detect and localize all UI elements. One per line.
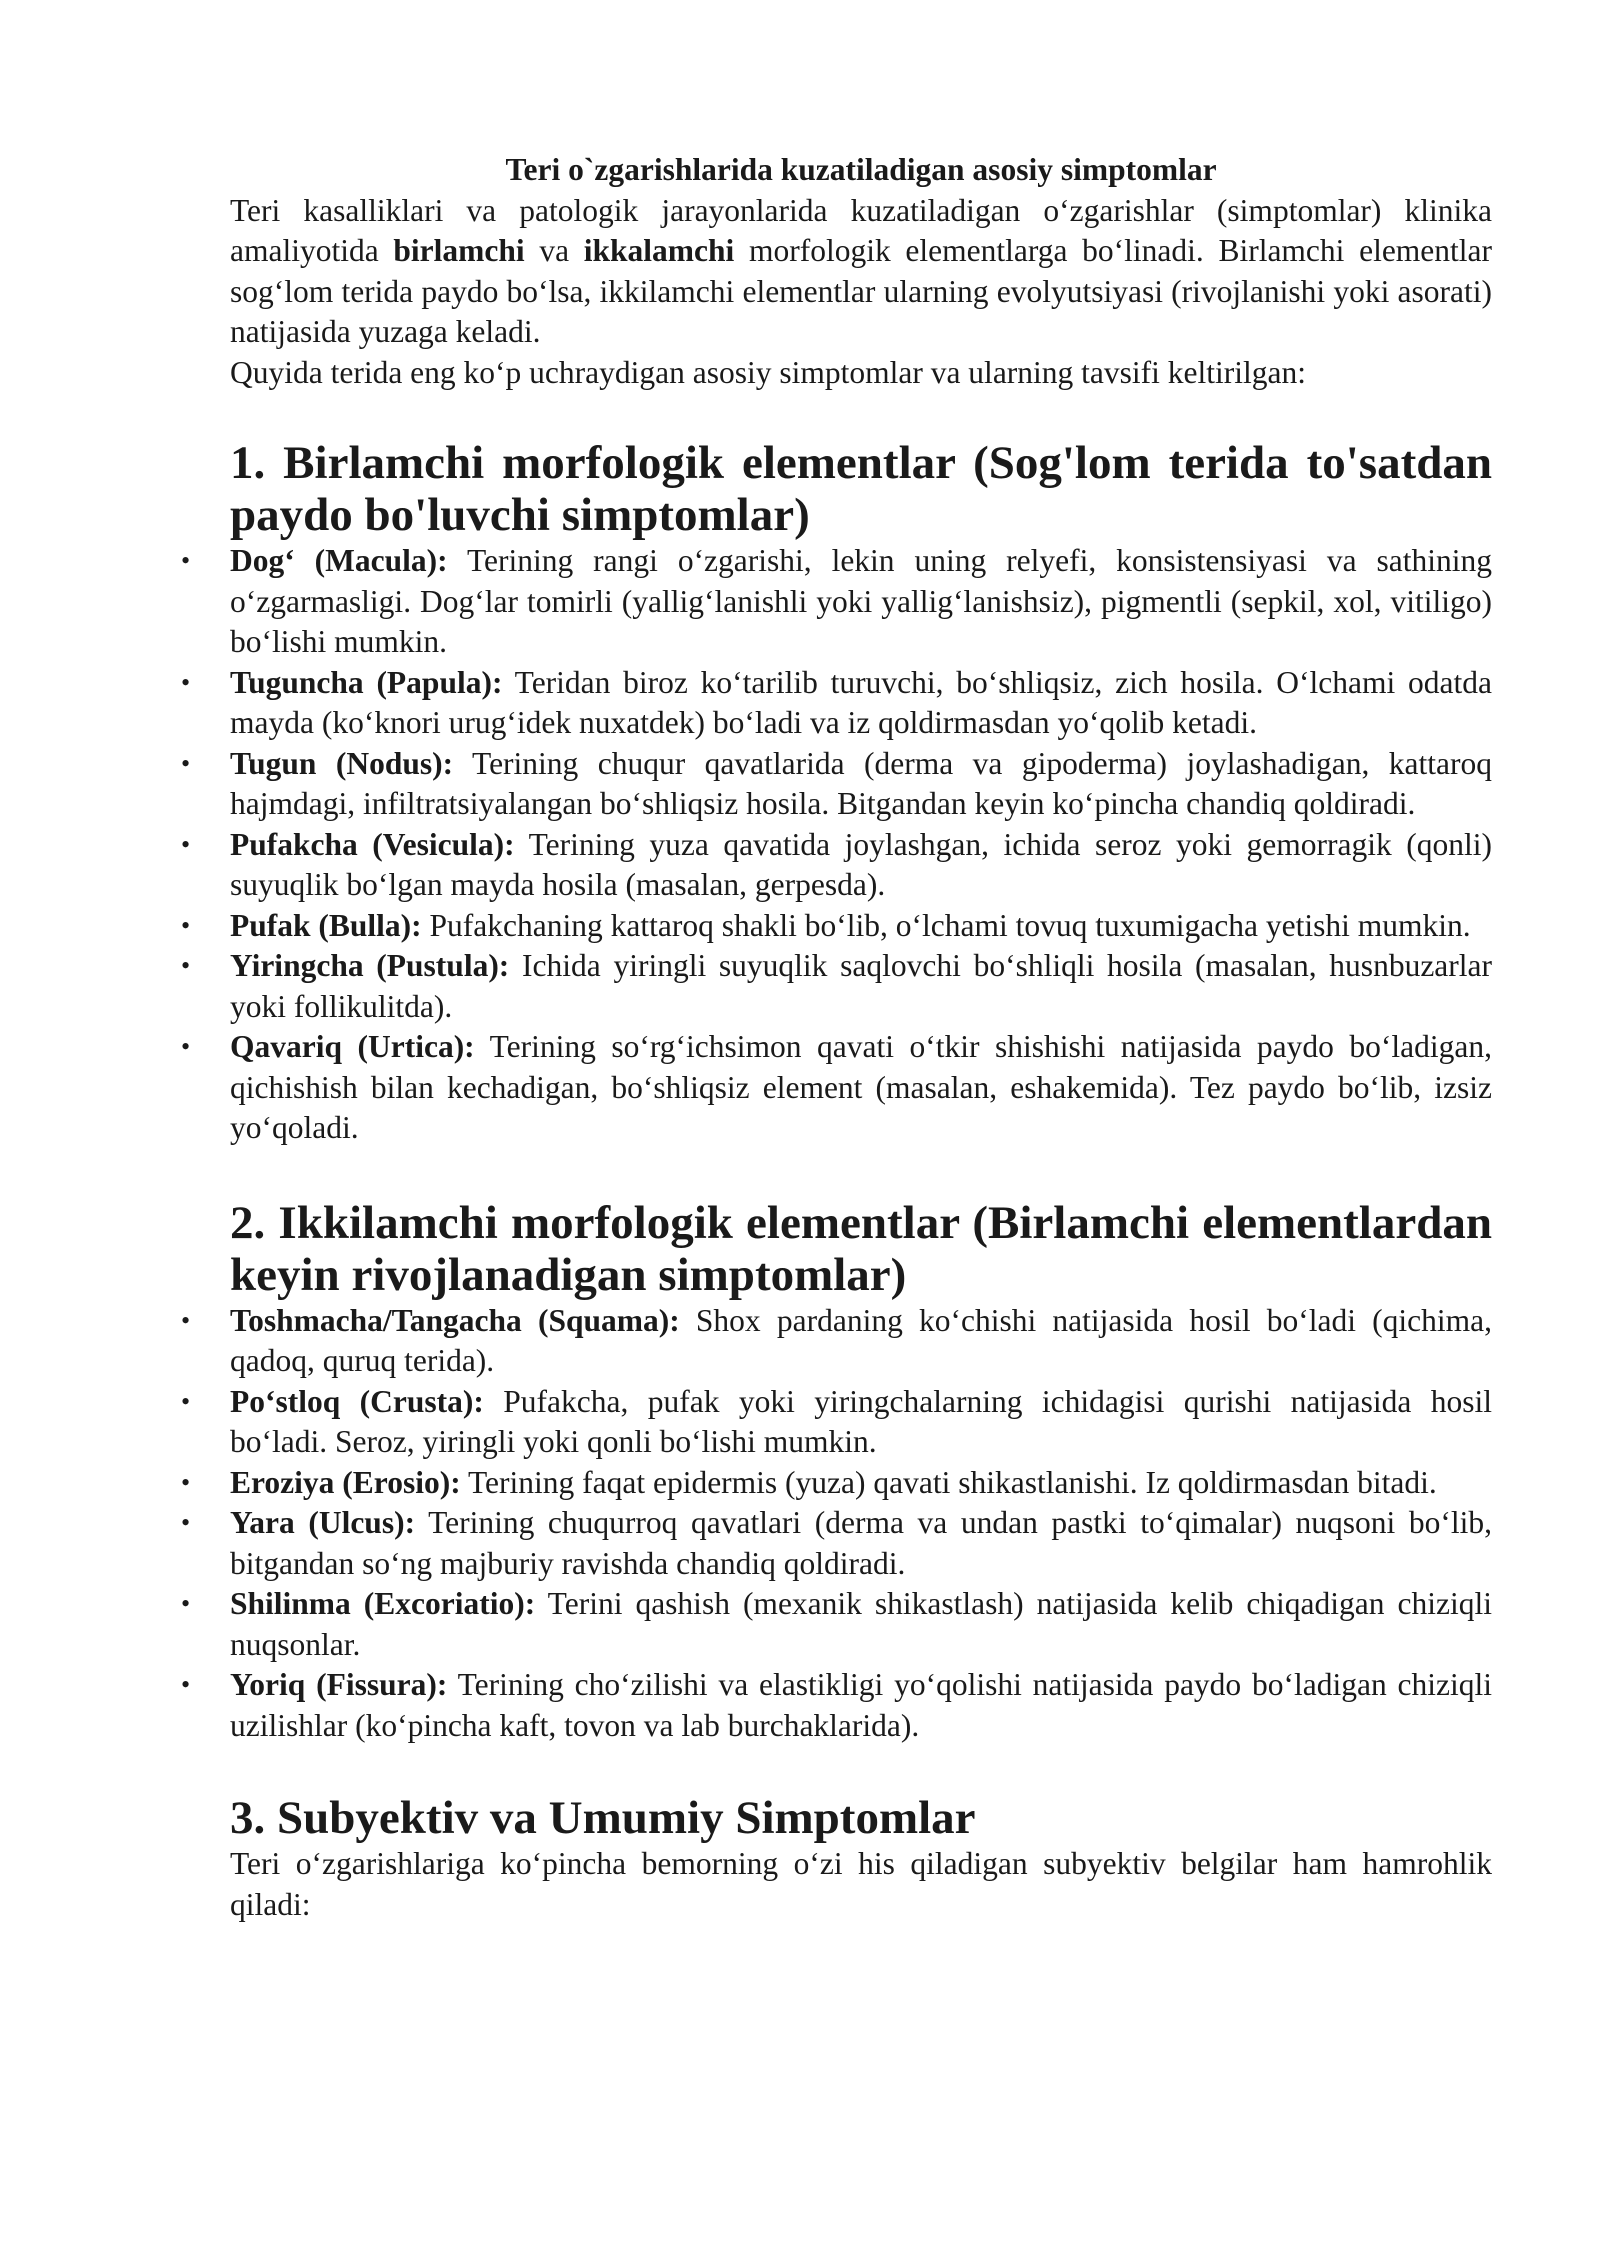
bullet-icon: • <box>181 1670 191 1699</box>
list-item <box>181 663 1492 744</box>
item-term: Qavariq (Urtica): <box>230 1029 475 1064</box>
document-page <box>181 150 1493 1925</box>
bullet-icon: • <box>181 1508 191 1537</box>
document-title: Teri o`zgarishlarida kuzatiladigan asosiy simptomlar <box>505 152 1217 187</box>
item-term: Toshmacha/Tangacha (Squama): <box>230 1302 680 1338</box>
list-item <box>181 1301 1493 1382</box>
bullet-icon: • <box>181 1589 191 1618</box>
item-text: Pufakchaning kattaroq shakli bo‘lib, o‘lchami tovuq tuxumigacha yetishi mumkin. <box>421 907 1471 943</box>
item-text: Teridan biroz ko‘tarilib turuvchi, bo‘shliqsiz, zich hosila. O‘lchami odatda mayda (ko‘knori urug‘idek nuxatdek) bo‘ladi va iz qoldirmasdan yo‘qolib ketadi. <box>230 664 1492 740</box>
item-text: Terining chuqurroq qavatlari (derma va undan pastki to‘qimalar) nuqsoni bo‘lib, bitgandan so‘ng majburiy ravishda chandiq qoldiradi. <box>230 1505 1493 1581</box>
item-term: Pufakcha (Vesicula): <box>230 826 515 862</box>
list-item <box>181 541 1492 663</box>
intro-text-d: morfologik elementlarga bo‘linadi. Birlamchi elementlar sog‘lom terida paydo bo‘lsa, ikkilamchi elementlar ularning evolyutsiyasi (rivojlanishi yoki asorati) natijasida yuzaga keladi. <box>230 233 1493 349</box>
list-item <box>181 1382 1492 1463</box>
item-term: Yiringcha (Pustula): <box>230 948 510 983</box>
list-item <box>181 906 1492 947</box>
intro-paragraph-2: Quyida terida eng ko‘p uchraydigan asosiy simptomlar va ularning tavsifi keltirilgan: <box>230 354 1306 390</box>
intro-bold-secondary: ikkalamchi <box>583 233 735 268</box>
item-term: Dog‘ (Macula): <box>230 543 448 578</box>
bullet-icon: • <box>181 546 191 575</box>
item-term: Tuguncha (Papula): <box>230 664 503 700</box>
item-text: Terini qashish (mexanik shikastlash) natijasida kelib chiqadigan chiziqli nuqsonlar. <box>230 1586 1492 1662</box>
section-1-heading: 1. Birlamchi morfologik elementlar (Sog'lom terida to'satdan paydo bo'luvchi simptomlar) <box>230 437 1492 541</box>
list-item <box>181 1665 1492 1746</box>
bullet-icon: • <box>181 667 191 697</box>
bullet-icon: • <box>181 1386 191 1416</box>
section-2-heading: 2. Ikkilamchi morfologik elementlar (Birlamchi elementlardan keyin rivojlanadigan simptomlar) <box>230 1196 1492 1301</box>
bullet-icon: • <box>181 951 191 980</box>
item-text: Terining rangi o‘zgarishi, lekin uning relyefi, konsistensiyasi va sathining o‘zgarmasligi. Dog‘lar tomirli (yallig‘lanishli yoki yallig‘lanishsiz), pigmentli (sepkil, xol, vitiligo) bo‘lishi mumkin. <box>230 543 1492 659</box>
item-text: Pufakcha, pufak yoki yiringchalarning ichidagisi qurishi natijasida hosil bo‘ladi. Seroz, yiringli yoki qonli bo‘lishi mumkin. <box>230 1383 1492 1459</box>
item-text: Ichida yiringli suyuqlik saqlovchi bo‘shliqli hosila (masalan, husnbuzarlar yoki follikulitda). <box>230 948 1492 1024</box>
list-item <box>181 1584 1492 1665</box>
bullet-icon: • <box>181 1305 191 1335</box>
item-term: Pufak (Bulla): <box>230 907 422 943</box>
intro-text-a: Teri kasalliklari va patologik jarayonlarida kuzatiladigan o‘zgarishlar (simptomlar) klinika amaliyotida <box>230 192 1492 268</box>
item-term: Shilinma (Excoriatio): <box>230 1586 536 1621</box>
list-item <box>181 1463 1492 1504</box>
item-text: Terining faqat epidermis (yuza) qavati shikastlanishi. Iz qoldirmasdan bitadi. <box>460 1464 1437 1500</box>
bullet-icon: • <box>181 829 191 859</box>
item-term: Yoriq (Fissura): <box>230 1667 448 1702</box>
section-3-heading: 3. Subyektiv va Umumiy Simptomlar <box>230 1792 976 1844</box>
list-item <box>181 1027 1492 1149</box>
item-text: Terining chuqur qavatlarida (derma va gipoderma) joylashadigan, kattaroq hajmdagi, infiltratsiyalangan bo‘shliqsiz hosila. Bitgandan keyin ko‘pincha chandiq qoldiradi. <box>230 745 1492 821</box>
item-text: Shox pardaning ko‘chishi natijasida hosil bo‘ladi (qichima, qadoq, quruq terida). <box>230 1302 1493 1378</box>
item-text: Terining yuza qavatida joylashgan, ichida seroz yoki gemorragik (qonli) suyuqlik bo‘lgan mayda hosila (masalan, gerpesda). <box>230 826 1492 902</box>
section-3-paragraph: Teri o‘zgarishlariga ko‘pincha bemorning o‘zi his qiladigan subyektiv belgilar ham hamrohlik qiladi: <box>230 1846 1492 1922</box>
bullet-icon: • <box>181 748 191 778</box>
item-term: Yara (Ulcus): <box>230 1505 416 1540</box>
list-item <box>181 1503 1493 1584</box>
list-item <box>181 946 1492 1027</box>
intro-paragraph <box>230 191 1492 353</box>
intro-text-c: va <box>524 233 584 268</box>
item-text: Terining cho‘zilishi va elastikligi yo‘qolishi natijasida paydo bo‘ladigan chiziqli uzilishlar (ko‘pincha kaft, tovon va lab burchaklarida). <box>230 1667 1492 1743</box>
list-item <box>181 825 1492 906</box>
list-item <box>181 744 1492 825</box>
item-text: Terining so‘rg‘ichsimon qavati o‘tkir shishishi natijasida paydo bo‘ladigan, qichishish bilan kechadigan, bo‘shliqsiz element (masalan, eshakemida). Tez paydo bo‘lib, izsiz yo‘qoladi. <box>230 1029 1492 1145</box>
item-term: Po‘stloq (Crusta): <box>230 1383 484 1419</box>
bullet-icon: • <box>181 1467 191 1497</box>
item-term: Eroziya (Erosio): <box>230 1464 461 1500</box>
intro-bold-primary: birlamchi <box>393 233 525 268</box>
section-2-list <box>181 1301 1493 1747</box>
item-term: Tugun (Nodus): <box>230 745 454 781</box>
bullet-icon: • <box>181 910 191 940</box>
bullet-icon: • <box>181 1032 191 1061</box>
section-1-list <box>181 541 1492 1149</box>
